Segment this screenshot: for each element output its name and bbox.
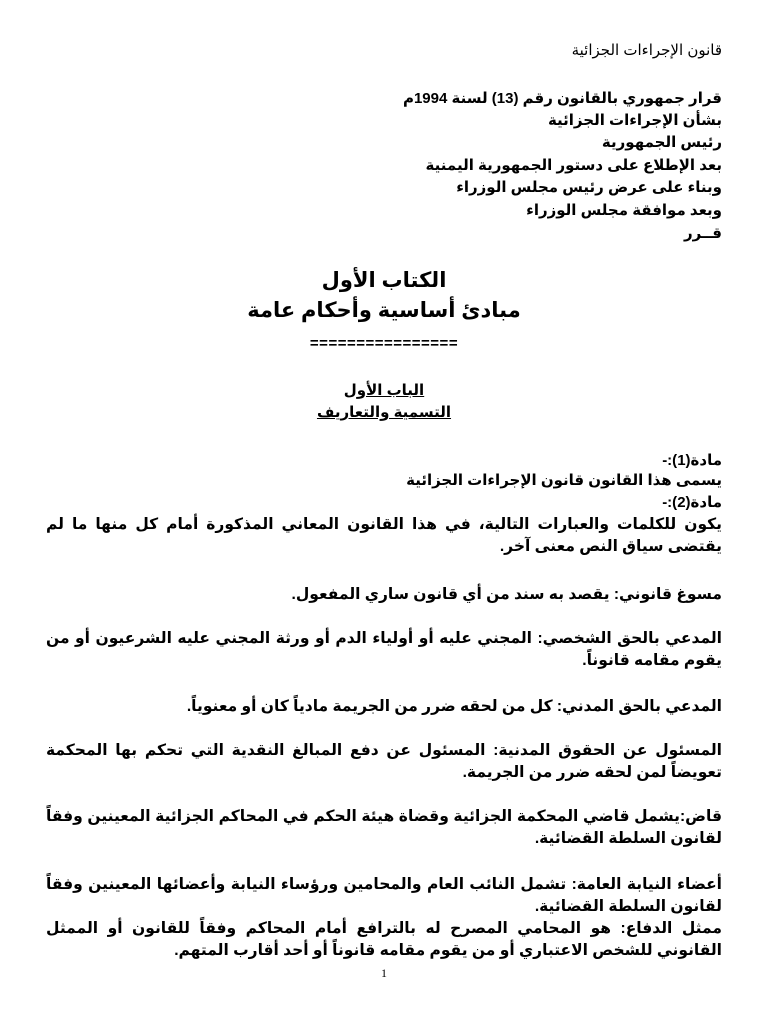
article-1-heading: مادة(1):-: [662, 452, 722, 469]
decree-subject: بشأن الإجراءات الجزائية: [547, 112, 722, 129]
definition-defense-representative: ممثل الدفاع: هو المحامي المصرح له بالترافع أمام المحاكم وفقاً للقانون أو الممثل القانوني للشخص الاعتباري أو من يقوم مقامه قانوناً أو أحد أقارب المتهم.: [46, 920, 722, 959]
law-title: قانون الإجراءات الجزائية: [571, 42, 722, 59]
cabinet-approval-line: وبعد موافقة مجلس الوزراء: [526, 202, 722, 219]
page-number: 1: [381, 966, 387, 980]
chapter-title: الباب الأول: [343, 382, 425, 399]
definition-legal-basis: مسوغ قانوني: يقصد به سند من أي قانون ساري المفعول.: [291, 586, 722, 603]
constitution-line: بعد الإطلاع على دستور الجمهورية اليمنية: [425, 157, 722, 174]
book-title: الكتاب الأول: [321, 269, 447, 292]
chapter-subtitle: التسمية والتعاريف: [316, 404, 452, 421]
article-1-text: يسمى هذا القانون قانون الإجراءات الجزائية: [406, 472, 722, 489]
definition-judge: قاض:يشمل قاضي المحكمة الجزائية وقضاة هيئة الحكم في المحاكم الجزائية المعينين وفقاً لقانون السلطة القضائية.: [46, 808, 722, 847]
definition-prosecution-members: أعضاء النيابة العامة: تشمل النائب العام والمحامين ورؤساء النيابة وأعضائها المعينين وفقاً لقانون السلطة القضائية.: [46, 876, 722, 915]
pm-proposal-line: وبناء على عرض رئيس مجلس الوزراء: [456, 179, 722, 196]
definition-civil-liability: المسئول عن الحقوق المدنية: المسئول عن دفع المبالغ النقدية التي تحكم بها المحكمة تعويضاً لمن لحقه ضرر من الجريمة.: [46, 742, 722, 781]
article-2-text: يكون للكلمات والعبارات التالية، في هذا القانون المعاني المذكورة أمام كل منها ما لم يقتضى سياق النص معنى آخر.: [46, 516, 722, 555]
article-2-heading: مادة(2):-: [662, 494, 722, 511]
definition-personal-claimant: المدعي بالحق الشخصي: المجني عليه أو أولياء الدم أو ورثة المجني عليه الشرعيون أو من يقوم مقامه قانوناً.: [46, 630, 722, 669]
decree-line: قرار جمهوري بالقانون رقم (13) لسنة 1994م: [402, 90, 722, 107]
decided-line: قــرر: [683, 225, 722, 242]
separator-line: ================: [309, 335, 459, 352]
president-line: رئيس الجمهورية: [601, 134, 722, 151]
book-subtitle: مبادئ أساسية وأحكام عامة: [247, 299, 521, 322]
definition-civil-claimant: المدعي بالحق المدني: كل من لحقه ضرر من الجريمة مادياً كان أو معنوياً.: [186, 698, 722, 715]
